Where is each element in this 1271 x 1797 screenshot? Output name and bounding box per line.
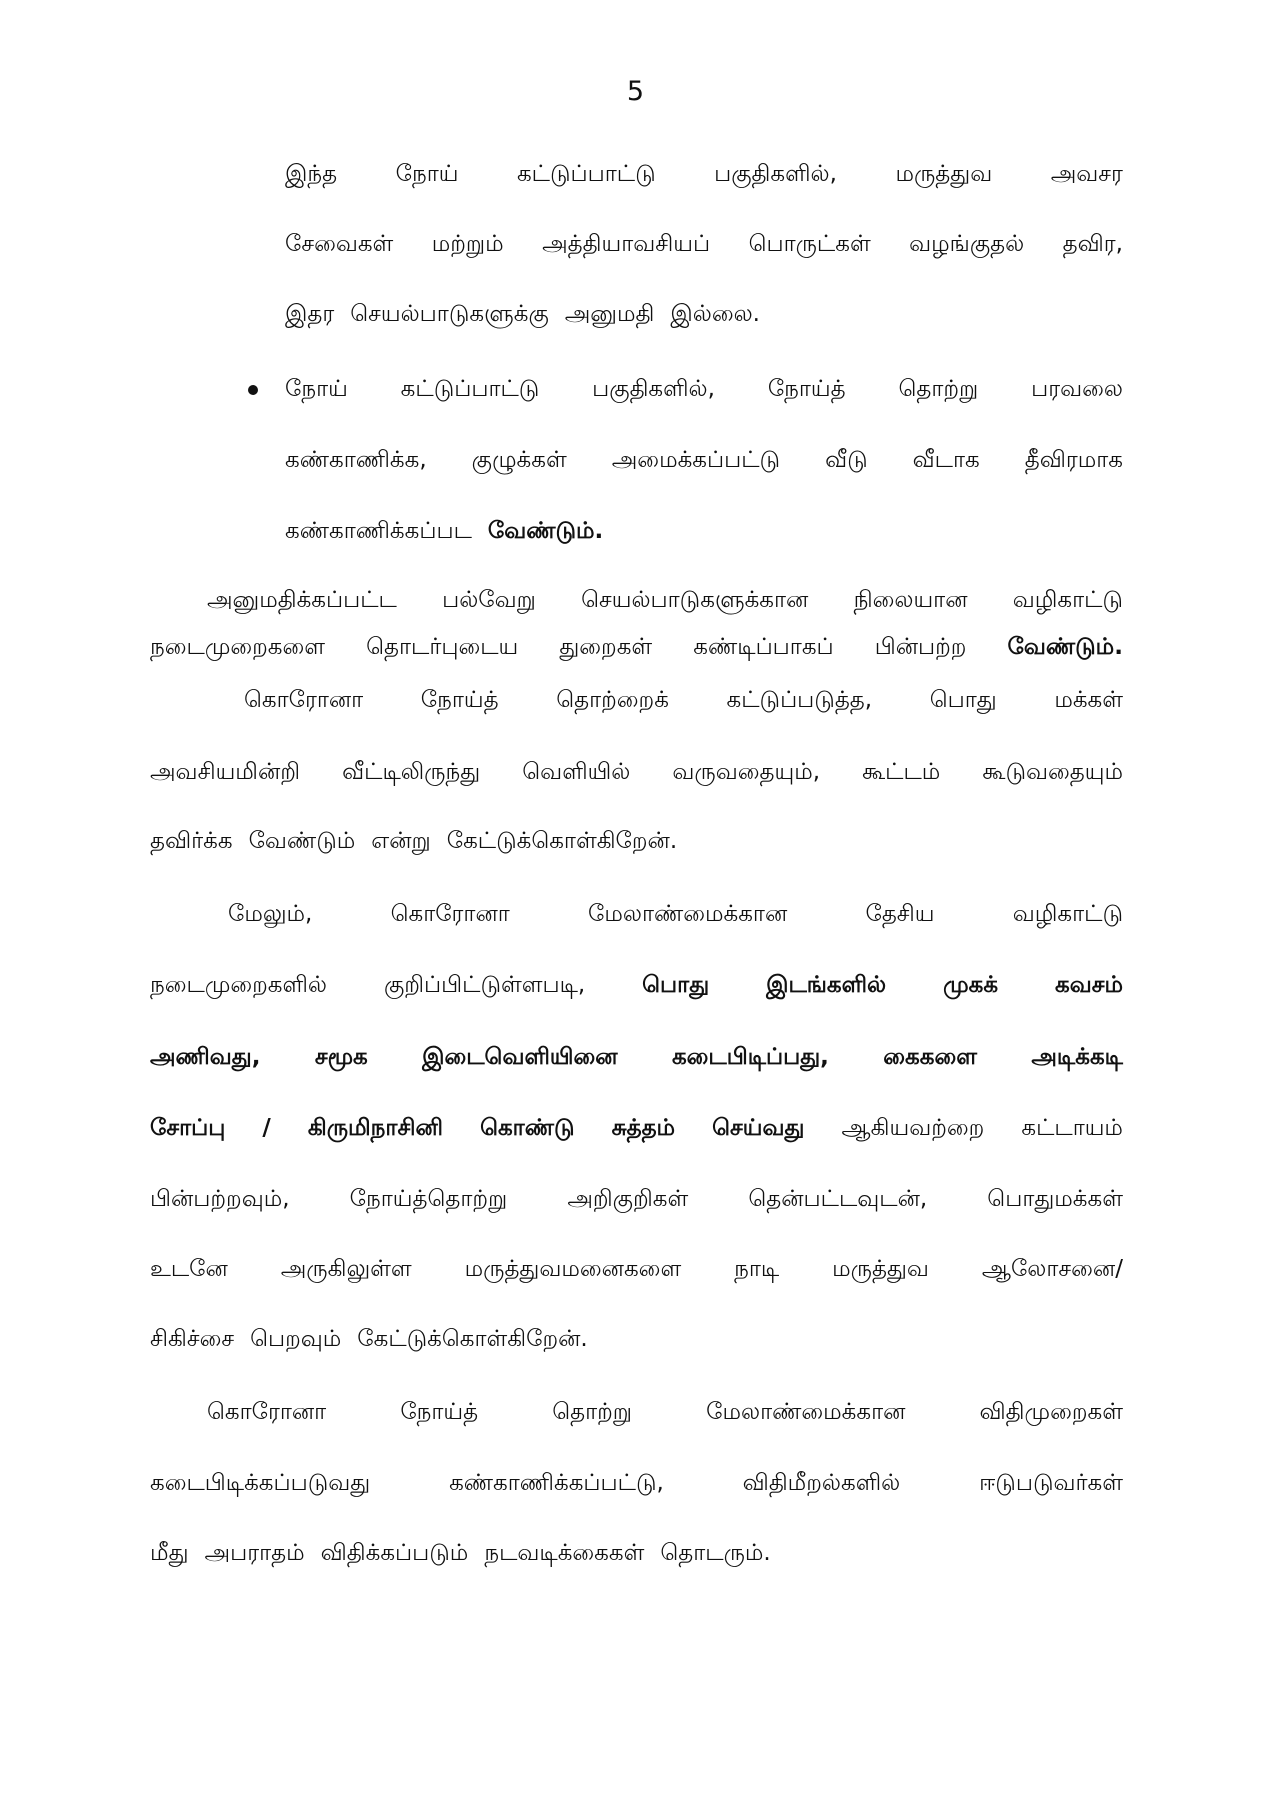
text-line: அவசியமின்றி வீட்டிலிருந்து வெளியில் வருவதையும், கூட்டம் கூடுவதையும் bbox=[150, 759, 1123, 785]
text-line: அணிவது, சமூக இடைவெளியினை கடைபிடிப்பது, கைகளை அடிக்கடி bbox=[150, 1044, 1123, 1070]
text-line: இதர செயல்பாடுகளுக்கு அனுமதி இல்லை. bbox=[285, 301, 760, 327]
bullet-icon bbox=[248, 385, 258, 395]
text-line: கொரோனா நோய்த் தொற்று மேலாண்மைக்கான விதிமுறைகள் bbox=[207, 1399, 1123, 1425]
text-line: மேலும், கொரோனா மேலாண்மைக்கான தேசிய வழிகாட்டு bbox=[228, 901, 1123, 927]
text-line: உடனே அருகிலுள்ள மருத்துவமனைகளை நாடி மருத்துவ ஆலோசனை/ bbox=[150, 1256, 1123, 1282]
text-line: சோப்பு / கிருமிநாசினி கொண்டு சுத்தம் செய்வது ஆகியவற்றை கட்டாயம் bbox=[150, 1115, 1123, 1141]
text-line: அனுமதிக்கப்பட்ட பல்வேறு செயல்பாடுகளுக்கான நிலையான வழிகாட்டு bbox=[207, 587, 1123, 613]
text-line: கண்காணிக்கப்பட வேண்டும். bbox=[285, 518, 604, 544]
page-number: 5 bbox=[626, 76, 645, 107]
text-line: கண்காணிக்க, குழுக்கள் அமைக்கப்பட்டு வீடு வீடாக தீவிரமாக bbox=[285, 447, 1123, 473]
text-line: நடைமுறைகளை தொடர்புடைய துறைகள் கண்டிப்பாகப் பின்பற்ற வேண்டும். bbox=[150, 634, 1123, 660]
text-line: நோய் கட்டுப்பாட்டு பகுதிகளில், நோய்த் தொற்று பரவலை bbox=[285, 376, 1123, 402]
text-line: நடைமுறைகளில் குறிப்பிட்டுள்ளபடி, பொது இடங்களில் முகக் கவசம் bbox=[150, 972, 1123, 998]
text-line: சிகிச்சை பெறவும் கேட்டுக்கொள்கிறேன். bbox=[150, 1326, 588, 1352]
text-line: சேவைகள் மற்றும் அத்தியாவசியப் பொருட்கள் வழங்குதல் தவிர, bbox=[285, 231, 1123, 257]
text-line: கொரோனா நோய்த் தொற்றைக் கட்டுப்படுத்த, பொது மக்கள் bbox=[244, 687, 1123, 713]
text-line: கடைபிடிக்கப்படுவது கண்காணிக்கப்பட்டு, விதிமீறல்களில் ஈடுபடுவர்கள் bbox=[150, 1470, 1123, 1496]
text-line: மீது அபராதம் விதிக்கப்படும் நடவடிக்கைகள் தொடரும். bbox=[150, 1540, 771, 1566]
text-line: பின்பற்றவும், நோய்த்தொற்று அறிகுறிகள் தென்பட்டவுடன், பொதுமக்கள் bbox=[150, 1186, 1123, 1212]
text-line: தவிர்க்க வேண்டும் என்று கேட்டுக்கொள்கிறேன். bbox=[150, 828, 678, 854]
text-line: இந்த நோய் கட்டுப்பாட்டு பகுதிகளில், மருத்துவ அவசர bbox=[285, 161, 1123, 187]
